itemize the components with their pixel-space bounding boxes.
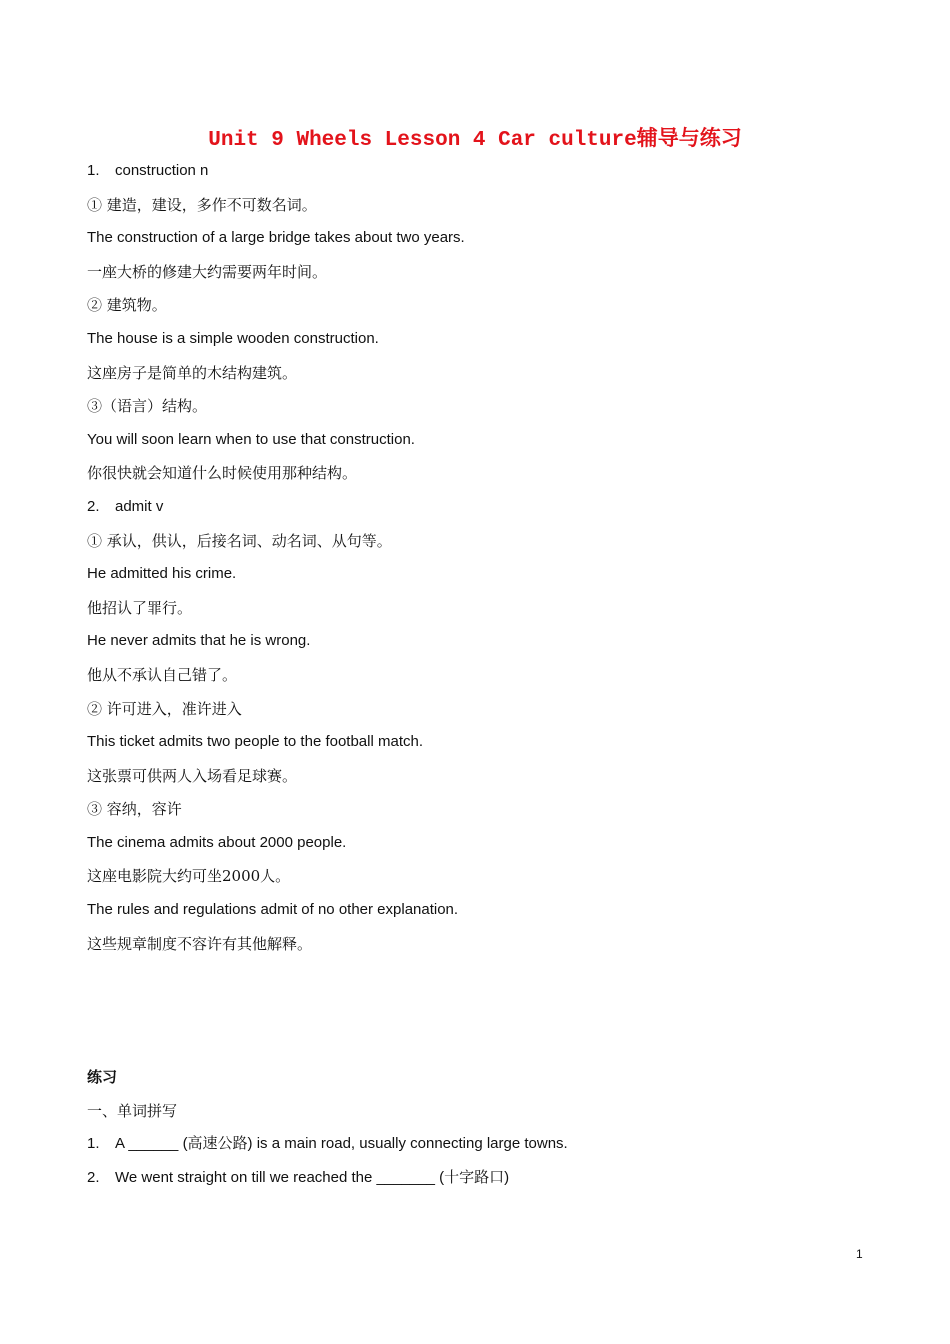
exercise-item: [87, 1167, 877, 1201]
blank-space: [87, 966, 877, 1066]
example-sentence: The construction of a large bridge takes about two years.: [87, 229, 465, 247]
entry-word: admit v: [115, 497, 164, 515]
vocabulary-notes: [87, 160, 877, 966]
exercise-number: 1.: [87, 1135, 100, 1153]
chinese-line: ③（语言）结构。: [87, 397, 208, 416]
chinese-line: 你很快就会知道什么时候使用那种结构。: [87, 464, 358, 483]
chinese-line: 这些规章制度不容许有其他解释。: [87, 934, 313, 953]
entry-word: construction n: [115, 162, 209, 179]
example-sentence: You will soon learn when to use that construction.: [87, 430, 415, 448]
chinese-line: 这张票可供两人入场看足球赛。: [87, 766, 298, 785]
exercise-item: [87, 1133, 877, 1167]
exercise-text: A ______ (高速公路) is a main road, usually connecting large towns.: [115, 1135, 568, 1153]
chinese-line: ② 许可进入，准许进入: [87, 699, 242, 718]
example-sentence: This ticket admits two people to the football match.: [87, 733, 423, 751]
entry-heading: [87, 160, 877, 194]
chinese-line: 这座房子是简单的木结构建筑。: [87, 363, 298, 382]
exercise-list: [87, 1133, 877, 1200]
example-sentence: The house is a simple wooden construction.: [87, 329, 379, 347]
entry-number: 1.: [87, 162, 100, 179]
page-number: 1: [856, 1247, 863, 1261]
example-sentence: He never admits that he is wrong.: [87, 632, 311, 650]
entry-heading: [87, 496, 877, 530]
exercise-heading: 练习: [87, 1068, 118, 1087]
chinese-line: 他招认了罪行。: [87, 598, 193, 617]
page-title: Unit 9 Wheels Lesson 4 Car culture辅导与练习: [208, 129, 742, 152]
chinese-line: ① 承认，供认，后接名词、动名词、从句等。: [87, 531, 392, 550]
exercise-number: 2.: [87, 1169, 100, 1187]
chinese-line: ② 建筑物。: [87, 296, 167, 315]
entry-number: 2.: [87, 497, 100, 515]
example-sentence: He admitted his crime.: [87, 565, 237, 583]
chinese-line: ③ 容纳，容许: [87, 800, 182, 819]
document-body: [87, 160, 877, 1201]
chinese-line: 他从不承认自己错了。: [87, 665, 238, 684]
exercise-text: We went straight on till we reached the _______ (十字路口): [115, 1169, 510, 1187]
exercise-subheading: 一、单词拼写: [87, 1101, 178, 1120]
chinese-line: ① 建造，建设，多作不可数名词。: [87, 195, 317, 214]
example-sentence: The rules and regulations admit of no other explanation.: [87, 901, 459, 919]
chinese-line: 这座电影院大约可坐2000人。: [87, 867, 291, 886]
example-sentence: The cinema admits about 2000 people.: [87, 833, 347, 851]
chinese-line: 一座大桥的修建大约需要两年时间。: [87, 262, 328, 281]
